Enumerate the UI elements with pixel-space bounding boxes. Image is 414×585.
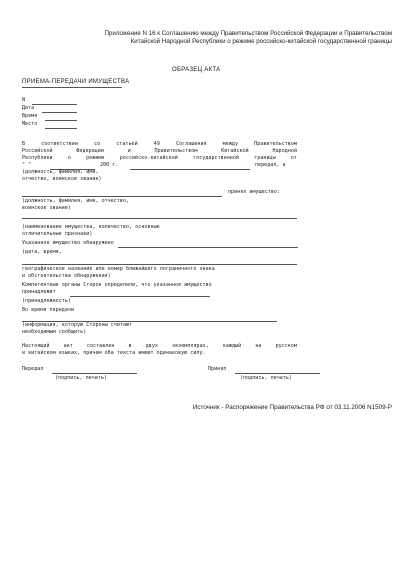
- belongs-caption: (принадлежность): [22, 298, 71, 304]
- para1-date-quotes: " ": [22, 162, 32, 168]
- field-number-label: N: [22, 97, 26, 103]
- found-line: [118, 247, 298, 248]
- para1-caption1: (должность, фамилия, имя,: [22, 169, 99, 175]
- accepted-caption: (подпись, печать): [240, 375, 293, 381]
- subtitle-underline: [22, 87, 122, 88]
- field-time-label: Время: [22, 113, 38, 119]
- property-caption2: отличительные признаки): [22, 231, 93, 237]
- para1-year: 200 г.: [100, 162, 119, 168]
- para1-line2: Российской Федерации и Правительством Китайской Народной: [22, 148, 297, 154]
- receiver-line: [22, 196, 222, 197]
- appendix-header-line1: Приложение N 16 к Соглашению между Правительством Российской Федерации и Правительством: [104, 30, 392, 37]
- field-place-line: [45, 128, 77, 129]
- field-time-line: [45, 120, 77, 121]
- para1-caption2: отчество, воинское звание): [22, 176, 102, 182]
- para1-line3: Республики о режиме российско-китайской государственной границы от: [22, 155, 297, 161]
- geo-caption1: географическое название или номер ближайшего пограничного знака: [22, 266, 215, 272]
- transfer-caption1: (информация, которую Стороны считают: [22, 322, 133, 328]
- appendix-header-line2: Китайской Народной Республики о режиме российско-китайской государственной границы: [130, 38, 392, 45]
- para1-handed-over: передал, а: [255, 162, 286, 168]
- handed-label: Передал: [22, 366, 44, 372]
- document-subtitle: ПРИЕМА-ПЕРЕДАЧИ ИМУЩЕСТВА: [22, 79, 130, 85]
- para1-name-line: [130, 169, 250, 170]
- authority-line2: принадлежит: [22, 289, 56, 295]
- belongs-line: [70, 296, 210, 297]
- closing-line2: и китайском языках, причем оба текста имеют одинаковую силу.: [22, 350, 206, 356]
- accepted-signature-line: [235, 373, 320, 374]
- found-caption: (дата, время,: [22, 249, 62, 255]
- location-line: [22, 264, 297, 265]
- handed-signature-line: [52, 373, 137, 374]
- received-label: принял имущество:: [228, 189, 281, 195]
- authority-line1: Компетентные органы Сторон определили, что указанное имущество: [22, 282, 212, 288]
- field-date-line: [42, 112, 77, 113]
- found-label: Указанное имущество обнаружено: [22, 240, 114, 246]
- para1-line1: В соответствии со статьей 49 Соглашения между Правительством: [22, 141, 297, 147]
- field-number-line: [32, 104, 77, 105]
- property-caption1: (наименование имущества, количество, основные: [22, 224, 160, 230]
- closing-line1: Настоящий акт составлен в двух экземплярах, каждый на русском: [22, 343, 297, 349]
- receiver-caption2: воинское звание): [22, 205, 71, 211]
- source-note: Источник - Распоряжение Правительства РФ от 03.11.2006 N1509-Р: [192, 404, 392, 411]
- property-line: [22, 218, 297, 219]
- transfer-label: Во время передачи: [22, 307, 75, 313]
- transfer-caption2: необходимым сообщить): [22, 329, 87, 335]
- field-place-label: Место: [22, 121, 38, 127]
- field-date-label: Дата: [22, 105, 35, 111]
- geo-caption2: и обстоятельства обнаружения): [22, 273, 111, 279]
- receiver-caption1: (должность, фамилия, имя, отчество,: [22, 198, 130, 204]
- document-title: ОБРАЗЕЦ АКТА: [172, 67, 221, 73]
- handed-caption: (подпись, печать): [55, 375, 108, 381]
- accepted-label: Принял: [208, 366, 227, 372]
